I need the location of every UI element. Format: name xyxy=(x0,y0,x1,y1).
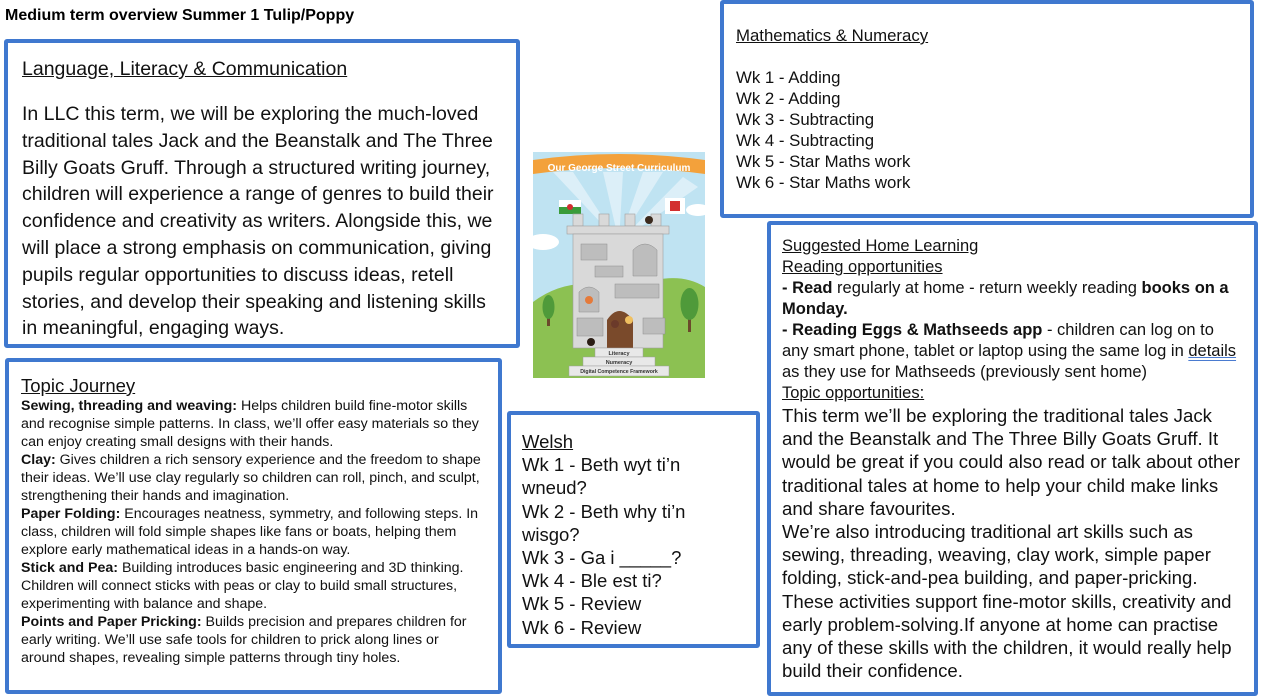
topic-item-title: Paper Folding: xyxy=(21,506,121,522)
details-word: details xyxy=(1188,342,1237,360)
app-item: - Reading Eggs & Mathseeds app - children can log on to any smart phone, tablet or laptop using the same log in details as they use for Mathseeds (previously sent home) xyxy=(782,321,1237,381)
topic-item-text: Builds precision and prepares children for early writing. We’ll use safe tools for children to prick along lines or around shapes, revealing simple patterns through tiny holes. xyxy=(21,614,467,666)
topic-item-title: Sewing, threading and weaving: xyxy=(21,398,237,414)
welsh-week-item: Wk 1 - Beth wyt ti’n wneud? xyxy=(522,454,681,499)
topic-item xyxy=(21,560,463,612)
maths-week-item: Wk 2 - Adding xyxy=(736,89,841,108)
topic-item-title: Points and Paper Pricking: xyxy=(21,614,202,630)
maths-week-item: Wk 3 - Subtracting xyxy=(736,110,875,129)
maths-week-item: Wk 4 - Subtracting xyxy=(736,131,875,150)
step-label: Digital Competence Framework xyxy=(580,369,658,375)
step-label: Literacy xyxy=(608,351,630,357)
llc-body: In LLC this term, we will be exploring the much-loved traditional tales Jack and the Beanstalk and The Three Billy Goats Gruff. Through a structured writing journey, children will experience a range of genres to build their confidence and creativity as writers. Alongside this, we will place a strong emphasis on communication, giving pupils regular opportunities to discuss ideas, retell stories, and develop their speaking and listening skills in meaningful, engaging ways. xyxy=(22,103,494,340)
welsh-section xyxy=(507,411,760,648)
child-figure xyxy=(625,316,633,324)
child-figure xyxy=(645,216,653,224)
topic-heading: Topic Journey xyxy=(21,375,136,396)
app-label: Reading Eggs & Mathseeds app xyxy=(792,321,1043,339)
reading-opportunities-heading: Reading opportunities xyxy=(782,258,943,276)
topic-item xyxy=(21,398,479,450)
topic-item-text: Encourages neatness, symmetry, and following steps. In class, children will fold simple shapes like fans or boats, helping them explore early mathematical ideas in a hands-on way. xyxy=(21,506,479,558)
welsh-week-item: Wk 3 - Ga i _____? xyxy=(522,547,682,569)
maths-heading: Mathematics & Numeracy xyxy=(736,26,929,45)
curriculum-castle-illustration xyxy=(533,152,705,378)
topic-section xyxy=(5,358,502,694)
read-label: Read xyxy=(792,279,833,297)
page-title: Medium term overview Summer 1 Tulip/Poppy xyxy=(5,7,355,24)
tree xyxy=(543,295,555,319)
welsh-week-item: Wk 5 - Review xyxy=(522,593,642,615)
child-figure xyxy=(587,338,595,346)
llc-section xyxy=(4,39,520,348)
child-figure xyxy=(585,296,593,304)
books-monday-label: books on a Monday. xyxy=(782,279,1229,318)
maths-week-list xyxy=(736,67,1238,193)
topic-item-text: Helps children build fine-motor skills and recognise simple patterns. In class, we’ll offer easy materials so they can enjoy creating small designs with their hands. xyxy=(21,398,479,450)
maths-week-item: Wk 1 - Adding xyxy=(736,68,841,87)
child-figure xyxy=(611,320,619,328)
topic-item xyxy=(21,452,481,504)
welsh-week-item: Wk 4 - Ble est ti? xyxy=(522,570,662,592)
topic-opportunities-paragraph: We’re also introducing traditional art skills such as sewing, threading, weaving, clay work, simple paper folding, stick-and-pea building, and paper-pricking. These activities support fine-motor skills, creativity and early problem-solving.If anyone at home can practise any of these skills with the children, it would really help build their confidence. xyxy=(782,521,1232,682)
maths-week-item: Wk 6 - Star Maths work xyxy=(736,173,911,192)
llc-heading: Language, Literacy & Communication xyxy=(22,58,348,80)
topic-item xyxy=(21,506,478,558)
welsh-heading: Welsh xyxy=(522,431,574,452)
welsh-week-item: Wk 6 - Review xyxy=(522,616,642,638)
home-learning-section xyxy=(767,221,1258,696)
topic-opportunities-paragraph: This term we’ll be exploring the traditional tales Jack and the Beanstalk and The Three Billy Goats Gruff. It would be great if you could also read or talk about other traditional tales at home to help your child make links and share favourites. xyxy=(782,405,1240,519)
topic-opportunities-heading: Topic opportunities: xyxy=(782,384,925,402)
topic-item-title: Stick and Pea: xyxy=(21,560,118,576)
banner-text: Our George Street Curriculum xyxy=(547,163,691,174)
home-learning-heading: Suggested Home Learning xyxy=(782,237,979,255)
topic-item-title: Clay: xyxy=(21,452,56,468)
reading-item: - Read regularly at home - return weekly reading books on a Monday. xyxy=(782,279,1229,318)
tree xyxy=(681,288,699,320)
welsh-week-item: Wk 2 - Beth why ti’n wisgo? xyxy=(522,500,686,545)
topic-item-text: Building introduces basic engineering and 3D thinking. Children will connect sticks with peas or clay to build small structures, experimenting with balance and shape. xyxy=(21,560,464,612)
maths-section xyxy=(720,0,1254,218)
curriculum-image xyxy=(533,152,705,378)
topic-item xyxy=(21,614,467,666)
topic-item-text: Gives children a rich sensory experience and the freedom to shape their ideas. We’ll use clay regularly so children can roll, pinch, and sculpt, strengthening their hands and imagination. xyxy=(21,452,481,504)
topic-body xyxy=(21,397,486,667)
maths-week-item: Wk 5 - Star Maths work xyxy=(736,152,911,171)
step-label: Numeracy xyxy=(605,360,633,366)
